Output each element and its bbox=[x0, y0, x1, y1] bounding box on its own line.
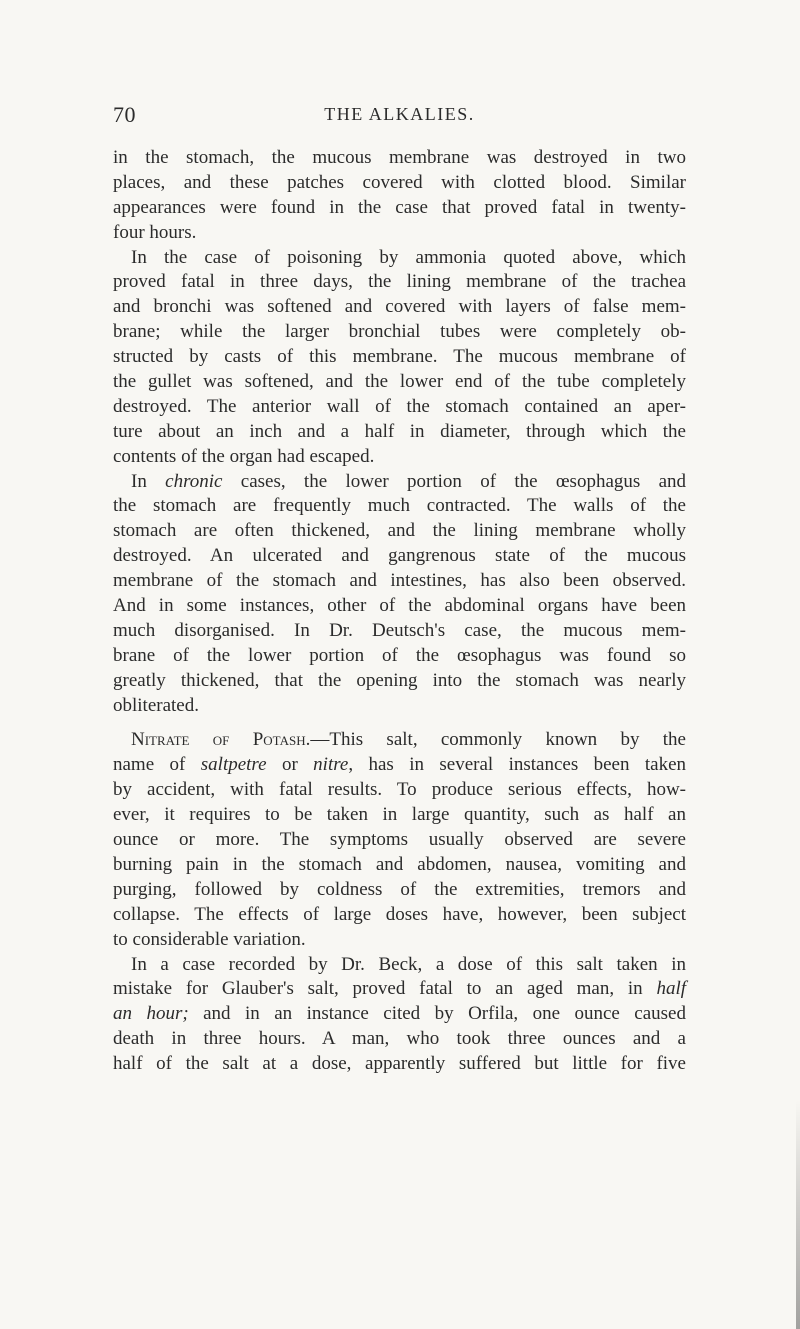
text-line: In a case recorded by Dr. Beck, a dose of this salt taken in bbox=[131, 953, 686, 975]
text-line: And in some instances, other of the abdominal organs have been bbox=[113, 595, 686, 617]
section-heading: Nitrate of Potash. bbox=[131, 729, 311, 751]
emphasis: nitre bbox=[313, 754, 349, 776]
text-line: In the case of poisoning by ammonia quoted above, which bbox=[131, 246, 686, 268]
text-line: brane of the lower portion of the œsophagus was found so bbox=[113, 644, 686, 666]
text-line: the gullet was softened, and the lower end of the tube completely bbox=[113, 371, 686, 393]
text-line: contents of the organ had escaped. bbox=[113, 445, 375, 467]
text-line: four hours. bbox=[113, 221, 197, 243]
text-line: burning pain in the stomach and abdomen, nausea, vomiting and bbox=[113, 853, 686, 875]
text-line: obliterated. bbox=[113, 694, 199, 716]
text-line: the stomach are frequently much contracted. The walls of the bbox=[113, 495, 686, 517]
text-line: brane; while the larger bronchial tubes were completely ob- bbox=[113, 321, 686, 343]
text-line: purging, followed by coldness of the extremities, tremors and bbox=[113, 878, 686, 900]
page-header bbox=[113, 102, 686, 132]
emphasis: chronic bbox=[165, 470, 223, 492]
section-heading-line: Nitrate of Potash.—This salt, commonly known by the bbox=[131, 729, 686, 751]
emphasis: saltpetre bbox=[200, 754, 267, 776]
text-line: places, and these patches covered with clotted blood. Similar bbox=[113, 171, 686, 193]
text-line: destroyed. An ulcerated and gangrenous state of the mucous bbox=[113, 545, 686, 567]
emphasis: an hour; bbox=[113, 1003, 189, 1025]
emphasis: half bbox=[656, 978, 686, 1000]
text-line: much disorganised. In Dr. Deutsch's case, the mucous mem- bbox=[113, 619, 686, 641]
text-line: ture about an inch and a half in diameter, through which the bbox=[113, 420, 686, 442]
text-line: proved fatal in three days, the lining membrane of the trachea bbox=[113, 271, 686, 293]
text-line: to considerable variation. bbox=[113, 928, 306, 950]
text-line: name of saltpetre or nitre, has in several instances been taken bbox=[113, 754, 687, 776]
text-line: by accident, with fatal results. To produce serious effects, how- bbox=[113, 779, 686, 801]
scan-shadow-edge bbox=[796, 1100, 800, 1329]
text-line: and bronchi was softened and covered with layers of false mem- bbox=[113, 296, 686, 318]
text-line: In chronic cases, the lower portion of the œsophagus and bbox=[131, 470, 687, 492]
text-line: in the stomach, the mucous membrane was destroyed in two bbox=[113, 147, 686, 168]
section-gap bbox=[113, 718, 686, 728]
page-number: 70 bbox=[113, 102, 136, 127]
text-line: mistake for Glauber's salt, proved fatal to an aged man, in half bbox=[113, 978, 686, 1000]
text-line: destroyed. The anterior wall of the stomach contained an aper- bbox=[113, 395, 686, 417]
text-line: structed by casts of this membrane. The mucous membrane of bbox=[113, 346, 686, 368]
running-title: THE ALKALIES. bbox=[324, 104, 475, 124]
body-text bbox=[113, 146, 686, 1077]
text-line: ounce or more. The symptoms usually observed are severe bbox=[113, 829, 686, 851]
text-line: collapse. The effects of large doses have, however, been subject bbox=[113, 903, 686, 925]
text-line: stomach are often thickened, and the lining membrane wholly bbox=[113, 520, 686, 542]
text-line: ever, it requires to be taken in large quantity, such as half an bbox=[113, 804, 686, 826]
text-line: an hour; and in an instance cited by Orfila, one ounce caused bbox=[113, 1003, 686, 1025]
text-line: appearances were found in the case that proved fatal in twenty- bbox=[113, 196, 686, 218]
text-line: half of the salt at a dose, apparently suffered but little for five bbox=[113, 1053, 686, 1075]
text-line: death in three hours. A man, who took three ounces and a bbox=[113, 1028, 686, 1050]
text-line: membrane of the stomach and intestines, has also been observed. bbox=[113, 570, 686, 592]
text-line: greatly thickened, that the opening into the stomach was nearly bbox=[113, 669, 686, 691]
